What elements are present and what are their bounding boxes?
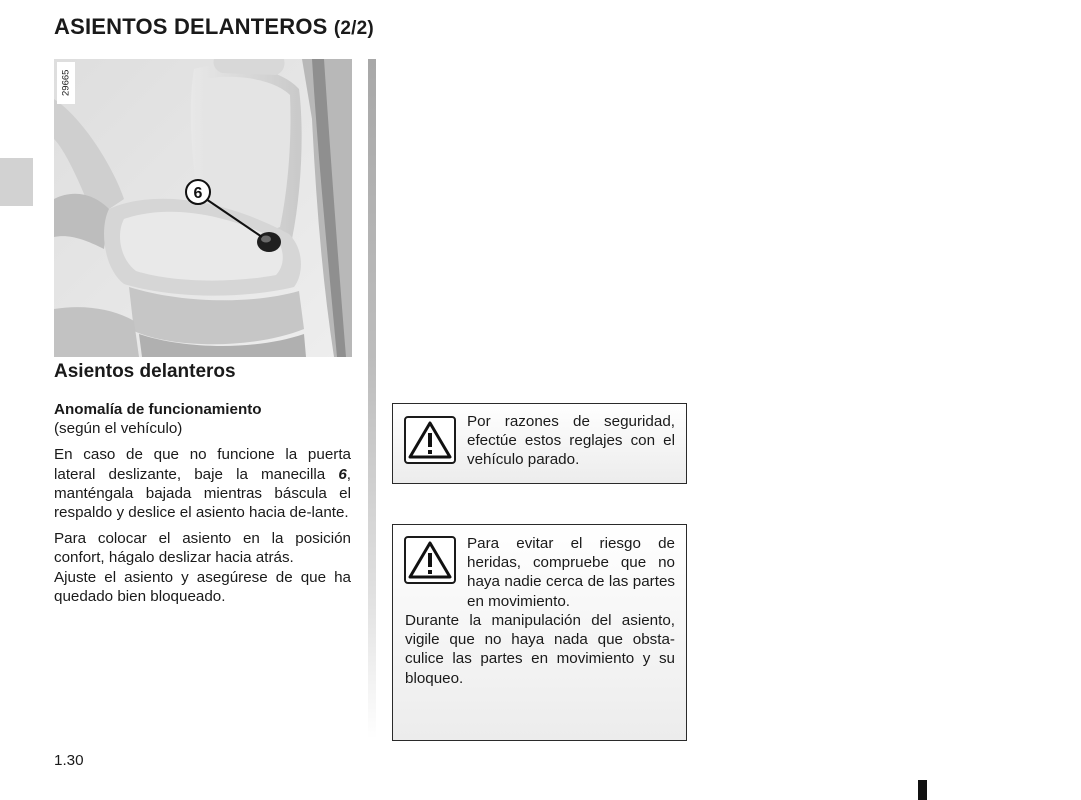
section-side-tab [0,158,33,206]
instruction-paragraph-2: Para colocar el asiento en la posición confort, hágalo deslizar hacia atrás. [54,530,351,567]
warning-text-2-tail: Durante la manipulación del asiento, vigile que no haya nada que obsta-culice las partes en movimiento y su bloqueo. [405,612,675,687]
instructions-text [54,400,351,606]
page-title-text: ASIENTOS DELANTEROS [54,14,328,39]
warning-triangle-graphic [408,421,452,459]
seat-illustration-drawing [54,59,352,357]
warning-triangle-icon [404,416,456,464]
warning-triangle-icon [404,536,456,584]
callout-6-label: 6 [193,185,203,202]
instruction-paragraph-3: Ajuste el asiento y asegúrese de que ha quedado bien bloqueado. [54,568,351,605]
warning-box-injury [392,524,687,741]
instruction-paragraph-1 [54,445,351,522]
page-title [54,14,374,40]
warning-text-1: Por razones de seguridad, efectúe estos reglajes con el vehículo parado. [467,413,675,469]
malfunction-note: (según el vehículo) [54,420,183,438]
warning-text-2-head: Para evitar el riesgo de heridas, compruebe que no haya nadie cerca de las partes en movimiento. [467,535,675,610]
warning-box-safety [392,403,687,484]
page-number: 1.30 [54,752,84,769]
corner-mark [918,780,927,800]
figure-code: 29665 [57,62,75,104]
para1-before: En caso de que no funcione la puerta lateral deslizante, baje la manecilla [54,446,351,483]
para1-after: , manténgala bajada mientras báscula el respaldo y deslice el asiento hacia de-lante. [54,465,351,522]
page-title-suffix: (2/2) [333,18,374,39]
seat-illustration [54,59,352,357]
warning-triangle-graphic [408,541,452,579]
malfunction-subheading: Anomalía de funcionamiento [54,401,262,418]
column-divider [368,59,376,739]
handle-reference: 6 [338,465,347,483]
section-heading: Asientos delanteros [54,361,236,382]
